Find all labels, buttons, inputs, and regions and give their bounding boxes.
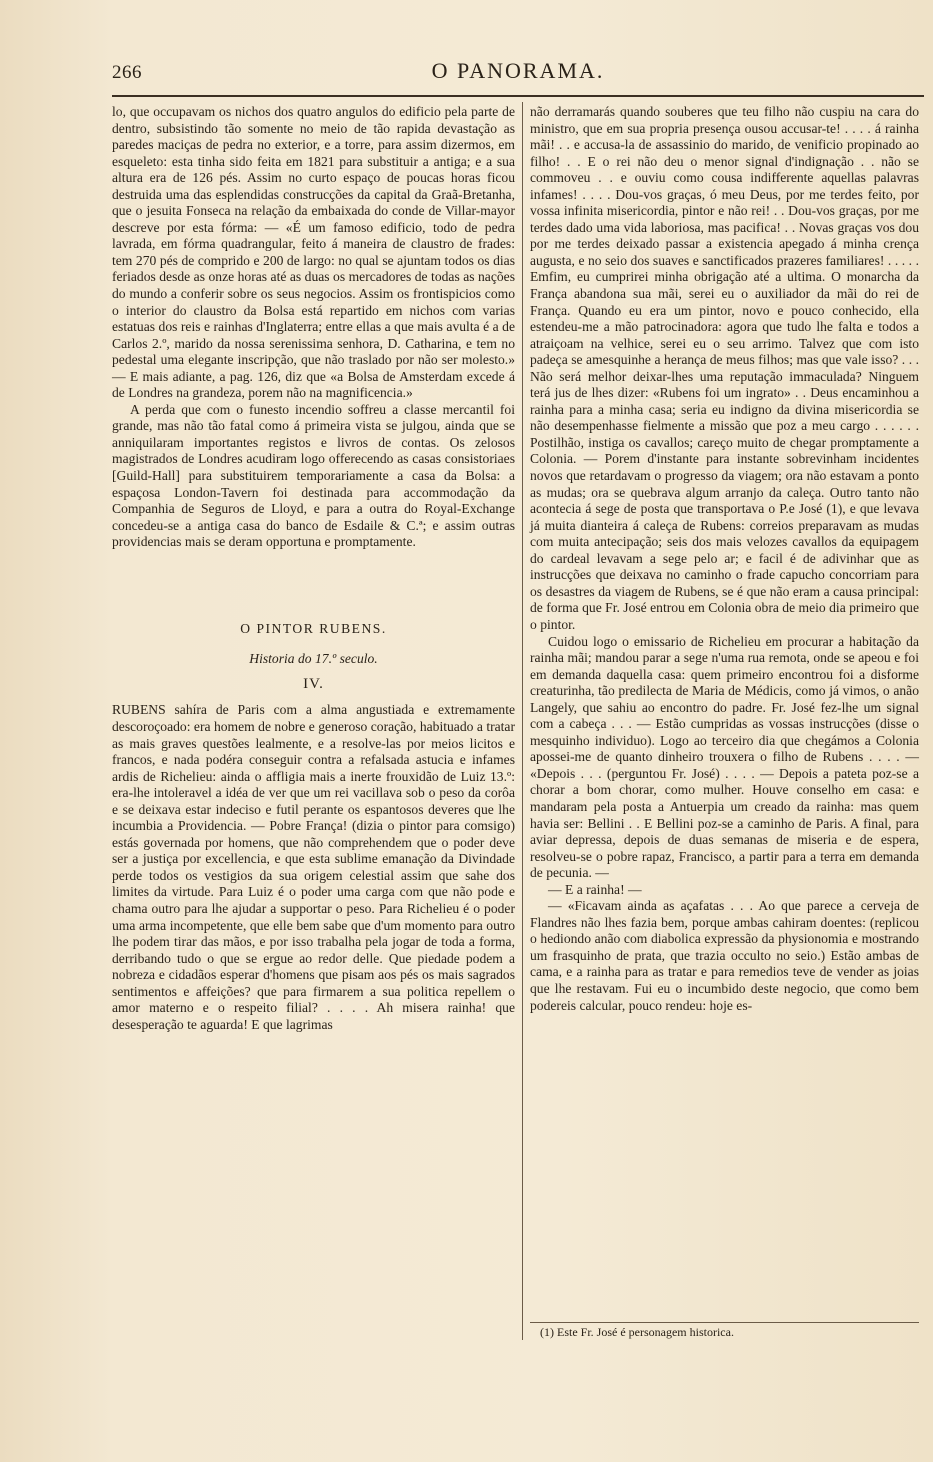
paragraph: A perda que com o funesto incendio soffreu a classe mercantil foi grande, mas não tão fatal como á primeira vista se julgou, ainda que se anniquilaram importantes registos e livros de contas. Os zelosos magistrados de Londres acudiram logo offerecendo as casas consistoriaes [Guild-Hall] para substituirem temporariamente a casa da Bolsa: a espaçosa London-Tavern foi destinada para accommodação da Companhia de Seguros de Lloyd, e para a outra do Royal-Exchange concedeu-se a antiga casa do banco de Esdaile & C.ª; e assim outras providencias mais se deram opportuna e promptamente. — [112, 401, 515, 550]
running-title: O PANORAMA. — [431, 58, 605, 83]
paragraph: lo, que occupavam os nichos dos quatro angulos do edificio pela parte de dentro, subsistindo tão somente no meio de tão rapida devastação as paredes maciças de pedra no exterior, e a torre, para assim dizermos, em esqueleto: esta tinha sido feita em 1821 para substituir a antiga; e a sua altura era de 126 pés. Assim no curto espaço de poucas horas ficou destruida uma das esplendidas construcções da capital da Graã-Bretanha, que o jesuita Fonseca na relação da embaixada do conde de Villar-mayor descreve por esta fórma: — «É um famoso edificio, todo de pedra lavrada, em fórma quadrangular, feito á maneira de claustro de frades: tem 270 pés de comprido e 200 de largo: no qual se ajuntam todos os dias feriados desde as onze horas até as duas os mercadores de todas as nações do mundo a conferir sobre os seus negocios. Assim os frontispicios como o interior do claustro da Bolsa está repartido em nichos com varias estatuas dos reis e rainhas d'Inglaterra; entre ellas a que mais avulta é a de Carlos 2.º, marido da nossa serenissima senhora, D. Catharina, e tem no pedestal uma elegante inscripção, que não traslado por não ser molesto.» — E mais adiante, a pag. 126, diz que «a Bolsa de Amsterdam excede á de Londres na grandeza, porem não na magnificencia.» — [112, 104, 515, 401]
footnote: (1) Este Fr. José é personagem historica. — [540, 1325, 734, 1339]
right-column — [530, 104, 919, 1014]
paragraph: Cuidou logo o emissario de Richelieu em procurar a habitação da rainha mãi; mandou parar a sege n'uma rua remota, onde se apeou e foi em demanda daquella casa: quem primeiro encontrou foi a disforme creaturinha, tão predilecta de Maria de Médicis, como já vimos, o anão Langely, que sahiu ao encontro do padre. Fr. José fez-lhe um signal com a cabeça . . . — Estão cumpridas as vossas instrucções (disse o mesquinho individuo). Logo ao terceiro dia que chegámos a Colonia apossei-me de quanto dinheiro trouxera o filho de Rubens . . . . — «Depois . . . (perguntou Fr. José) . . . . — Depois a pateta poz-se a chorar a bom chorar, como mulher. Houve conselho em casa: e mandaram pela posta a Antuerpia um creado da rainha: mas quem havia ser: Bellini . . E Bellini poz-se a caminho de Paris. A final, para aviar depressa, depois de duas semanas de miseria e de espera, resolveu-se o pobre rapaz, Francisco, a partir para a terra em demanda de pecunia. — — [530, 633, 919, 881]
page-number: 266 — [112, 62, 142, 83]
section-subtitle: Historia do 17.º seculo. — [249, 651, 378, 667]
paragraph: não derramarás quando souberes que teu filho não cuspiu na cara do ministro, que em sua propria presença ousou accusar-te! . . . . á rainha mãi! . . e accusa-la de assassinio do marido, de venificio propinado ao filho! . . E o rei não deu o menor signal d'indignação . . não se commoveu . . e ouviu como cousa indifferente aquellas palavras infames! . . . . Dou-vos graças, ó meu Deus, por me terdes feito, por vossa infinita misericordia, pintor e não rei! . . Dou-vos graças, por me terdes dado uma vida laboriosa, mas pacifica! . . Novas graças vos dou por me terdes deixado passar a existencia apegado á minha crença augusta, e no seio dos suaves e sanctificados prazeres familiares! . . . . . Emfim, eu cumprirei minha obrigação até a ultima. O monarcha da França abandona sua mãi, serei eu o auxiliador da mãi do rei de França. Quando eu era um pintor, novo e pouco conhecido, ella estendeu-me a mão patrocinadora: agora que tudo lhe falta e todos a atraiçoam na velhice, serei eu o seu arrimo. Talvez que com isto padeça se amesquinhe a herança de meus filhos; mas que vale isso? . . . Não será melhor deixar-lhes uma reputação immaculada? Ninguem terá jus de lhes dizer: «Rubens foi um ingrato» . . Deus encaminhou a rainha para a minha casa; seria eu indigno da divina misericordia se não desempenhasse fielmente a missão que poz a meu cargo . . . . . . Postilhão, instiga os cavallos; careço muito de chegar promptamente a Colonia. — Porem d'instante para instante sobrevinham incidentes novos que retardavam o progresso da viagem; ora não estavam a ponto as mudas; ora se quebrava algum arranjo da caleça. Outro tanto não acontecia á sege de posta que transportava o P.e José (1), e que levava já muita dianteira á caleça de Rubens: correios preparavam as mudas com muita antecipação; seis dos mais velozes cavallos da equipagem do cardeal levavam a sege pelo ar; e facil é de adivinhar que as instrucções que deixava no caminho o frade capucho concorriam para os desastres da viagem de Rubens, se é que não eram a causa principal: de forma que Fr. José entrou em Colonia obra de meio dia primeiro que o pintor. — [530, 104, 919, 632]
footnote-rule — [530, 1322, 919, 1323]
section-title: O PINTOR RUBENS. — [240, 620, 387, 636]
column-divider — [522, 102, 523, 1340]
chapter-number: IV. — [303, 675, 324, 692]
header-rule — [112, 95, 924, 97]
page-header — [112, 54, 924, 88]
left-column — [112, 104, 515, 1033]
paragraph: RUBENS sahíra de Paris com a alma angustiada e extremamente descoroçoado: era homem de nobre e generoso coração, habituado a tratar as mais graves questões lealmente, e a resolve-las por meios licitos e francos, e nada podéra conseguir contra a refalsada astucia e infames ardis de Richelieu: ainda o affligia mais a inerte frouxidão de Luiz 13.º: era-lhe intoleravel a idéa de ver que um rei vacillava sob o peso da corôa e se deixava estar indeciso e futil perante os espantosos deveres que lhe incumbia a Providencia. — Pobre França! (dizia o pintor para comsigo) estás governada por homens, que não comprehendem que o poder deve ser a justiça por excellencia, e que esta sublime emanação da Divindade perde todos os vestigios da sua origem celestial assim que sahe dos limites da virtude. Para Luiz é o poder uma carga com que não pode e chama outro para lhe ajudar a supportar o peso. Para Richelieu é o poder uma arma incompetente, que elle bem sabe que d'um momento para outro lhe podem tirar das mãos, e por isso trabalha pela jogar de toda a forma, derribando tudo o que se ergue ao redor delle. Que piedade podem a nobreza e cidadãos esperar d'homens que pisam aos pés os mais sagrados sentimentos e affeições? que para firmarem a sua politica repellem o amor materno e o respeito filial? . . . . Ah misera rainha! que desesperação te aguarda! E que lagrimas — [112, 702, 515, 1032]
paragraph: — E a rainha! — — [548, 881, 642, 897]
paragraph: — «Ficavam ainda as açafatas . . . Ao que parece a cerveja de Flandres não lhes fazia bem, porque ambas cahiram doentes: (replicou o hediondo anão com diabolica expressão da physionomia e mostrando um frasquinho de prata, que trazia occulto no seio.) Estão ambas de cama, e a rainha para as tratar e para remedios teve de vender as joias que lhe restavam. Fui eu o incumbido deste negocio, que como bem podereis calcular, pouco rendeu: hoje es- — [530, 898, 919, 1013]
